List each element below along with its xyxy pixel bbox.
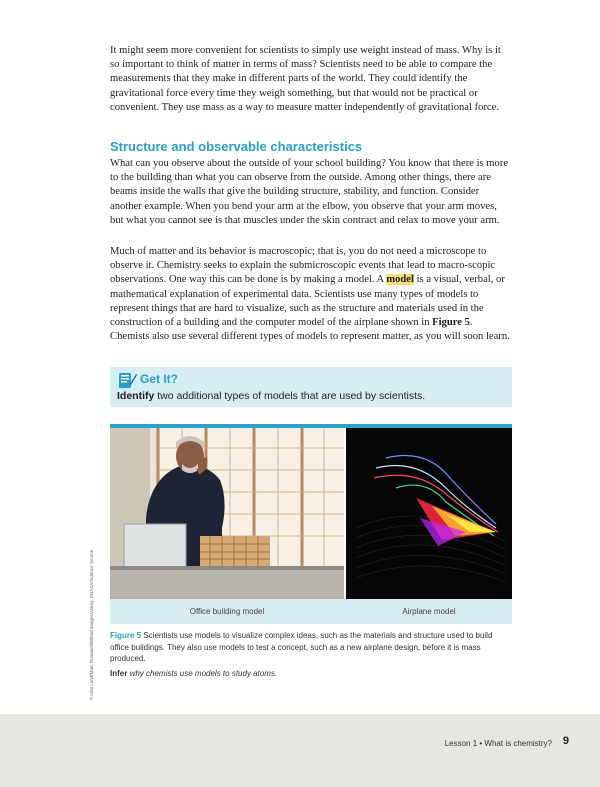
figure-caption-text: Scientists use models to visualize complex ideas, such as the materials and structure used to build office buildings. They also use models to test a concept, such as a new airplane design, before it is mass produced.	[110, 631, 493, 663]
infer-text: why chemists use models to study atoms.	[127, 669, 278, 678]
get-it-verb: Identify	[117, 390, 155, 402]
paragraph-observable: What can you observe about the outside of your school building? You know that there is more to the building than what you can observe from the outside. Among other things, there are beams inside the walls that give the building structure, stability, and function. Consider another example. When you bend your arm at the elbow, you observe that your arm moves, but what you cannot see is that muscles under the skin contract and relax to move your arm.	[110, 158, 509, 226]
airplane-caption: Airplane model	[402, 607, 456, 616]
get-it-title: Get It?	[140, 372, 178, 386]
office-building-caption: Office building model	[189, 607, 265, 616]
get-it-prompt	[117, 390, 425, 402]
paragraph-mass-weight: It might seem more convenient for scientists to simply use weight instead of mass. Why is it so important to think of matter in terms of mass? Scientists need to be able to compare the measurements that they make in different parts of the world. They could identify the gravitational force every time they weigh something, but that would not be practical or convenient. They use mass as a way to measure matter independently of gravitational force.	[110, 45, 501, 113]
figure-panel-captions	[110, 599, 512, 624]
figure-reference[interactable]: Figure 5	[432, 317, 470, 329]
paragraph-models-text-c: . Chemists also use several different types of models to represent matter, as you will soon learn.	[110, 317, 510, 343]
section-heading: Structure and observable characteristics	[110, 139, 363, 154]
paragraph-models	[110, 245, 512, 344]
airplane-model-image	[346, 428, 512, 599]
get-it-callout	[110, 367, 512, 407]
page-footer	[0, 714, 600, 787]
infer-label: Infer	[110, 669, 128, 678]
figure-label: Figure 5	[110, 631, 142, 640]
key-term-model[interactable]: model	[386, 274, 414, 286]
infer-prompt	[110, 669, 512, 678]
page-number: 9	[562, 735, 569, 747]
lesson-title: Lesson 1 • What is chemistry?	[444, 739, 552, 748]
notebook-pencil-icon	[117, 370, 137, 390]
figure-caption	[110, 630, 512, 665]
paragraph-models-text-b: is a visual, verbal, or mathematical explanation of experimental data. Scientists use many types of models to represent things that are hard to visualize, such as the structure and materials used in the construction of a building and the computer model of the airplane shown in	[110, 274, 505, 329]
get-it-text: two additional types of models that are used by scientists.	[154, 390, 426, 402]
paragraph-models-text-a: Much of matter and its behavior is macroscopic; that is, you do not need a microscope to observe it. Chemistry seeks to explain the submicroscopic events that lead to macro-scopic observations. One way this can be done is by making a model. A	[110, 246, 496, 286]
photo-credit: ©John Lund/Marc Romanelli/Blend Images/Alamy; ©NASA/Science Source	[89, 549, 94, 700]
office-building-model-photo	[110, 428, 344, 599]
